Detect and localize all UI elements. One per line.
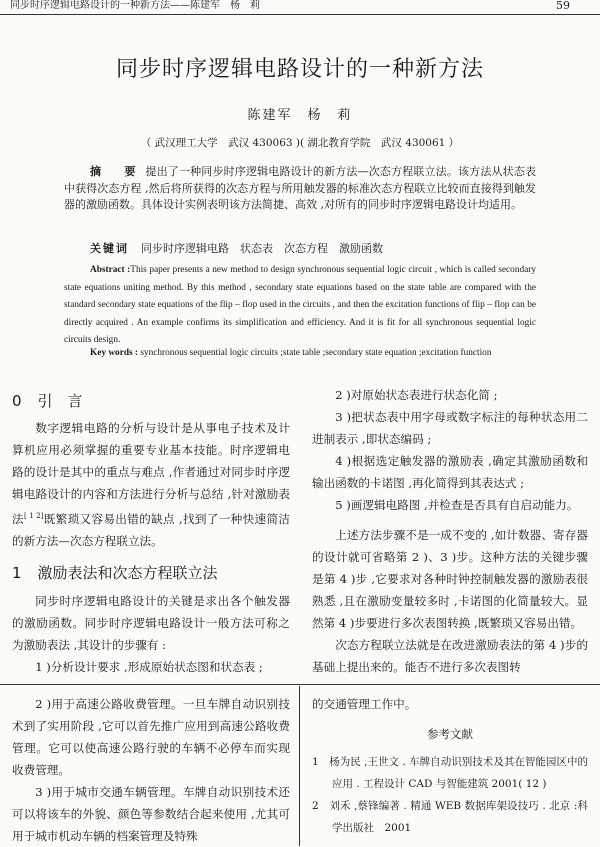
running-header: [0, 0, 600, 15]
section-0-paragraph: [12, 417, 290, 552]
citation: [ 1 2]: [23, 512, 44, 520]
reference-item: 2 刘禾 ,蔡锋编著 . 精通 WEB 数据库架设技巧 . 北京 :科学出版社 2001: [312, 800, 588, 834]
keywords-en-text: synchronous sequential logic circuits ;state table ;secondary state equation ;excitation function: [140, 348, 492, 358]
running-header-title: 同步时序逻辑电路设计的一种新方法——陈建军 杨 莉: [10, 0, 260, 11]
left-column: [12, 390, 290, 678]
bottom-left-paragraph-2: 3 )用于城市交通车辆管理。车牌自动识别技术还可以将该车的外貌、颜色等参数结合起来使用 ,尤其可用于城市机动车辆的档案管理及特殊: [12, 785, 290, 843]
abstract-en-text: This paper presents a new method to design synchronous sequential logic circuit , which is called secondary state equations uniting method. By this method , secondary state equations based on the state table are compared with the standard secondary state equations of the flip – flop used in the circuits , and then the excitation functions of flip – flop can be directly acquired . An example confirms its simplification and efficiency. And it is fit for all synchronous sequential logic circuits design.: [64, 265, 536, 346]
bottom-left-column: [12, 693, 290, 847]
keywords-zh-label: 关键词: [90, 242, 129, 255]
paper-title: 同步时序逻辑电路设计的一种新方法: [115, 57, 484, 82]
references-title: 参考文献: [427, 727, 473, 741]
keywords-zh-text: 同步时序逻辑电路 状态表 次态方程 激励函数: [141, 242, 383, 255]
step-3: 3 )把状态表中用字母或数字标注的每种状态用二进制表示 ,即状态编码 ;: [312, 410, 588, 446]
keywords-en-label: Key words :: [90, 348, 139, 358]
bottom-right-paragraph: 的交通管理工作中。: [312, 697, 417, 711]
page-number: 59: [556, 0, 570, 12]
section-1-title: 激励表法和次态方程联立法: [37, 563, 218, 582]
abstract-zh-text: 提出了一种同步时序逻辑电路设计的新方法—次态方程联立法。该方法从状态表中获得次态方程 ,然后将所获得的次态方程与所用触发器的标准次态方程联立比较而直接得到触发器的激励函数。具体设计实例表明该方法简捷、高效 ,对所有的同步时序逻辑电路设计均适用。: [64, 165, 537, 211]
reference-item: 1 杨为民 ,王世文 . 车牌自动识别技术及其在智能园区中的应用 . 工程设计 CAD 与智能建筑 2001( 12 ): [312, 756, 588, 790]
abstract-en: [64, 262, 536, 350]
abstract-en-label: Abstract :: [90, 265, 131, 275]
section-1-paragraph: 同步时序逻辑电路设计的关键是求出各个触发器的激励函数。同步时序逻辑电路设计一般方法可称之为激励表法 ,其设计的步骤有 :: [12, 593, 290, 652]
abstract-zh: [64, 164, 536, 214]
right-paragraph-1: 上述方法步骤不是一成不变的 ,如计数器、寄存器的设计就可省略第 2 )、3 )步。这种方法的关键步骤是第 4 )步 ,它要求对各种时钟控制触发器的激励表很熟悉 ,且在激励变量较多时 ,卡诺图的化简量较大。显然第 4 )步要进行多次表图转换 ,既繁琐又容易出错。: [312, 528, 588, 630]
keywords-en: [64, 348, 536, 358]
abstract-zh-label: 摘 要: [90, 165, 142, 178]
section-1-heading: [12, 562, 290, 584]
step-5: 5 )画逻辑电路图 ,并检查是否具有自启动能力。: [335, 498, 579, 512]
keywords-zh: [64, 240, 536, 256]
step-1: 1 )分析设计要求 ,形成原始状态图和状态表 ;: [35, 659, 263, 674]
step-4: 4 )根据选定触发器的激励表 ,确定其激励函数和输出函数的卡诺图 ,再化简得到其表达式 ;: [312, 454, 588, 490]
divider-horizontal: [0, 684, 600, 685]
affiliation: （ 武汉理工大学 武汉 430063 )( 湖北教育学院 武汉 430061 ）: [140, 137, 460, 149]
section-0-text: 数字逻辑电路的分析与设计是从事电子技术及计算机应用必须掌握的重要专业基本技能。时序逻辑电路的设计是其中的重点与难点 ,作者通过对同步时序逻辑电路设计的内容和方法进行分析与总结 ,针对激励表法: [12, 421, 290, 526]
section-0-number: 0: [12, 392, 22, 410]
right-paragraph-2: 次态方程联立法就是在改进激励表法的第 4 )步的基础上提出来的。能否不进行多次表图转: [312, 638, 588, 674]
right-column: [312, 384, 588, 678]
section-0-heading: [12, 390, 290, 412]
bottom-left-paragraph-1: 2 )用于高速公路收费管理。一旦车牌自动识别技术到了实用阶段 ,它可以首先推广应用到高速公路收费管理。它可以使高速公路行驶的车辆不必停车而实现收费管理。: [12, 697, 290, 777]
section-1-number: 1: [12, 563, 22, 582]
bottom-right-column: [312, 693, 588, 839]
authors: 陈建军 杨 莉: [247, 108, 353, 123]
divider-vertical: [299, 686, 300, 846]
step-2: 2 )对原始状态表进行状态化简 ;: [335, 388, 498, 402]
section-0-title: 引 言: [37, 392, 83, 410]
section-0-text-end: 既繁琐又容易出错的缺点 ,找到了一种快速简洁的新方法—次态方程联立法。: [12, 511, 290, 548]
